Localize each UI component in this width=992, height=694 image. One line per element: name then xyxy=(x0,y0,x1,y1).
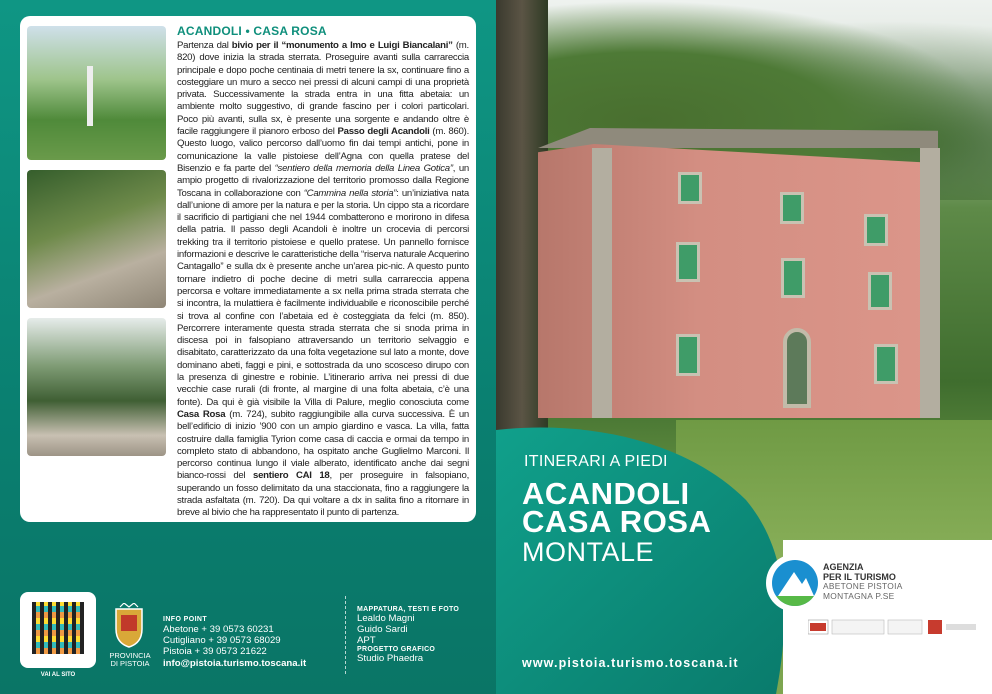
qr-label: VAI AL SITO xyxy=(40,672,76,678)
article-title: ACANDOLI • CASA ROSA xyxy=(177,24,327,38)
article-body: Partenza dal bivio per il “monumento a Imo e Luigi Biancalani” (m. 820) dove inizia la strada sterrata. Proseguire avanti sulla carrareccia principale e dopo poche centinaia di metri tenere la sx, continuare fino a costeggiare un muro a secco nei pressi di alcuni campi di una proprietà privata. Successivamente la strada entra in una fitta abetaia: un ambiente molto suggestivo, di grande fascino per i colori particolari. Poco più avanti, sulla sx, è presente una sorgente e andando oltre è facile raggiungere il pianoro erboso del Passo degli Acandoli (m. 860). Questo luogo, valico percorso dall’uomo fin dai tempi antichi, pone in comunicazione la valle pistoiese dell’Agna con quella pratese del Bisenzio e fa parte del “sentiero della memoria della Linea Gotica”, un ampio progetto di rivalorizzazione del territorio promosso dalla Regione Toscana in collaborazione con “Cammina nella storia”: un’iniziativa nata dall’unione di amore per la natura e per la storia. Un cippo sta a ricordare il sacrificio di partigiani che nel 1944 combatterono e morirono in difesa della patria. Il passo degli Acandoli è inoltre un crocevia di percorsi trekking tra il territorio pistoiese e quello pratese. Un pannello fornisce informazioni e descrive le caratteristiche della “riserva naturale Acquerino Cantagallo” e sulla dx è presente anche un’area pic-nic. A questo punto tornare indietro di poche decine di metri sulla carrareccia appena percorsa e voltare immediatamente a sx nella prima strada sterrata che si incontra, la mulattiera è facilmente individuabile e riconoscibile perché si trova al confine con l’abetaia ed è costeggiata da felci (m. 850). Percorrere interamente questa strada sterrata che si snoda prima in discesa poi in falsopiano attraversando un territorio selvaggio e disabitato, caratterizzato da una folta vegetazione sul lato a monte, dove dominano abeti, faggi e pini, e sottostrada da uno scosceso dirupo con la presenza di ginestre e robinie. L’itinerario arriva nei pressi di due vecchie case rurali (di fronte, al margine di una folta abetaia, c’è una fonte). Da qui è già visibile la Villa di Palure, meglio conosciuta come Casa Rosa (m. 724), subito raggiungibile alla curva successiva. È un bell’edificio di inizio ’900 con un ampio giardino e vasca. La villa, fatta costruire dalla famiglia Tyrion come casa di caccia e ormai da tempo in completo stato di abbandono, ha ospitato anche Guglielmo Marconi. Il percorso continua lungo il viale alberato, identificato anche dai segni bianco-rossi del sentiero CAI 18, per proseguire in falsopiano, superando un fosso delimitato da una staccionata, fino a raggiungere la strada asfaltata (m. 720). Da qui voltare a dx in salita fino a ritornare in breve al bivio che ha rappresentato il punto di partenza. xyxy=(177,40,470,519)
qr-code[interactable] xyxy=(20,592,96,668)
info-point: INFO POINT Abetone + 39 0573 60231 Cutigliano + 39 0573 68029 Pistoia + 39 0573 21622 info@pistoia.turismo.toscana.it xyxy=(163,616,307,669)
photo-cyclists xyxy=(27,170,166,308)
website-link[interactable]: www.pistoia.turismo.toscana.it xyxy=(522,656,739,670)
info-phone-cutigliano: Cutigliano + 39 0573 68029 xyxy=(163,635,281,647)
qr-code-icon xyxy=(32,602,84,654)
photo-monument xyxy=(27,26,166,160)
cover-title: ACANDOLI CASA ROSA xyxy=(522,476,712,539)
info-email-link[interactable]: info@pistoia.turismo.toscana.it xyxy=(163,657,307,669)
article-card xyxy=(20,16,476,522)
agency-name: AGENZIA PER IL TURISMO ABETONE PISTOIA MONTAGNA P.SE xyxy=(823,562,903,601)
province-crest-icon xyxy=(110,603,148,649)
footer-divider xyxy=(345,596,346,674)
info-phone-pistoia: Pistoia + 39 0573 21622 xyxy=(163,646,267,658)
photo-tree-lined-road xyxy=(27,318,166,456)
province-name: PROVINCIA DI PISTOIA xyxy=(109,651,151,668)
sponsor-logos xyxy=(808,618,978,638)
article-text-column xyxy=(177,24,469,520)
info-phone-abetone: Abetone + 39 0573 60231 xyxy=(163,624,274,635)
credits: MAPPATURA, TESTI E FOTO Lealdo Magni Guido Sardi APT PROGETTO GRAFICO Studio Phaedra xyxy=(357,606,460,664)
agency-logo-icon xyxy=(766,554,824,612)
cover-subtitle: ITINERARI A PIEDI xyxy=(524,453,668,470)
cover-town: MONTALE xyxy=(522,537,655,567)
